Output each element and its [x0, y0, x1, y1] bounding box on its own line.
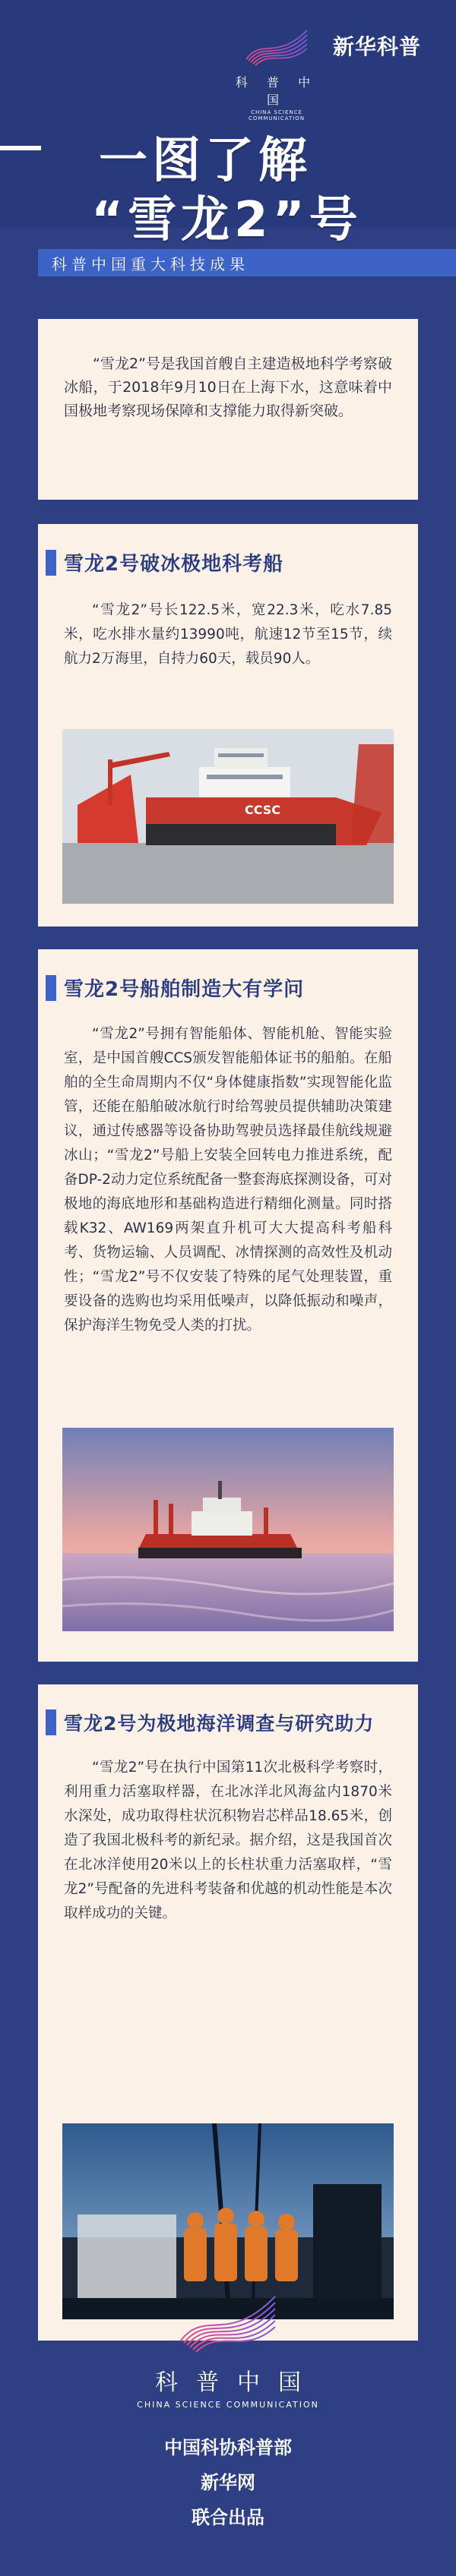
section-marker [46, 975, 56, 1001]
section-heading [46, 548, 283, 576]
icebreaker-sunset-image [62, 1428, 394, 1631]
credit-line: 新华网 [201, 2472, 255, 2493]
logo-cn-text: 科 普 中 国 [235, 75, 318, 107]
section-paragraph: “雪龙2”号拥有智能船体、智能机舱、智能实验室，是中国首艘CCS颁发智能船体证书的船舶。在船舶的全生命周期内不仅“身体健康指数”实现智能化监管，还能在船舶破冰航行时给驾驶员提供辅助决策建议，通过传感器等设备协助驾驶员选择最佳航线规避冰山；“雪龙2”号船上安装全回转电力推进系统，配备DP-2动力定位系统配备一整套海底探测设备，可对极地的海底地形和基础构造进行精细化测量。同时搭载K32、AW169两架直升机可大大提高科考船科考、货物运输、人员调配、冰情探测的高效性及机动性；“雪龙2”号不仅安装了特殊的尾气处理装置，重要设备的选购也均采用低噪声，以降低振动和噪声，保护海洋生物免受人类的打扰。 [64, 1026, 392, 1334]
kepu-china-logo [231, 23, 322, 122]
footer-logo-en: CHINA SCIENCE COMMUNICATION [137, 2400, 319, 2410]
section-body [64, 1756, 392, 1926]
title-accent-bar [0, 146, 41, 150]
ship-dock-photo [62, 729, 394, 904]
credit-line: 联合出品 [192, 2507, 264, 2528]
section-title: 雪龙2号破冰极地科考船 [64, 553, 284, 576]
credit-line: 中国科协科普部 [164, 2437, 292, 2458]
ship-on-ice-photo [62, 1428, 394, 1631]
section-body [64, 598, 392, 671]
footer-logo-cn: 科普中国 [155, 2369, 319, 2396]
xinhua-brand-text: 新华科普 [333, 34, 422, 59]
icebreaker-dock-image [62, 729, 394, 904]
kepu-wave-logo-icon [242, 23, 311, 68]
section-marker [46, 1709, 56, 1735]
footer-kepu-logo [114, 2286, 342, 2410]
intro-card [38, 319, 418, 500]
kepu-wave-logo-icon [175, 2286, 281, 2356]
section-card-ship-specs [38, 524, 418, 927]
intro-paragraph: “雪龙2”号是我国首艘自主建造极地科学考察破冰船，于2018年9月10日在上海下水，这意味着中国极地考察现场保障和支撑能力取得新突破。 [64, 355, 392, 419]
section-paragraph: “雪龙2”号在执行中国第11次北极科学考察时，利用重力活塞取样器，在北冰洋北风海盆内1870米水深处，成功取得柱状沉积物岩芯样品18.65米，创造了我国北极科考的新纪录。据介绍，这是我国首次在北冰洋使用20米以上的长柱状重力活塞取样，“雪龙2”号配备的先进科考装备和优越的机动性能是本次取样成功的关键。 [64, 1760, 392, 1921]
section-body [64, 1022, 392, 1338]
section-title: 雪龙2号船舶制造大有学问 [64, 978, 305, 1001]
section-card-ocean-research [38, 1684, 418, 2341]
section-marker [46, 550, 56, 576]
logo-en-text: CHINA SCIENCE COMMUNICATION [248, 109, 306, 122]
xinhua-kepu-brand [333, 30, 421, 61]
page-title-line1: 一图了解 [99, 133, 312, 189]
section-heading [46, 974, 304, 1002]
section-heading [46, 1709, 374, 1736]
section-paragraph: “雪龙2”号长122.5米，宽22.3米，吃水7.85米，吃水排水量约13990吨，航速12节至15节，续航力2万海里，自持力60天，载员90人。 [64, 602, 392, 667]
page-title-line2: “雪龙2”号 [91, 192, 363, 248]
hull-text: CCSC [245, 803, 281, 817]
credits [0, 2430, 456, 2535]
section-title: 雪龙2号为极地海洋调查与研究助力 [64, 1713, 375, 1735]
section-card-shipbuilding [38, 949, 418, 1662]
page-subtitle: 科普中国重大科技成果 [38, 249, 456, 276]
